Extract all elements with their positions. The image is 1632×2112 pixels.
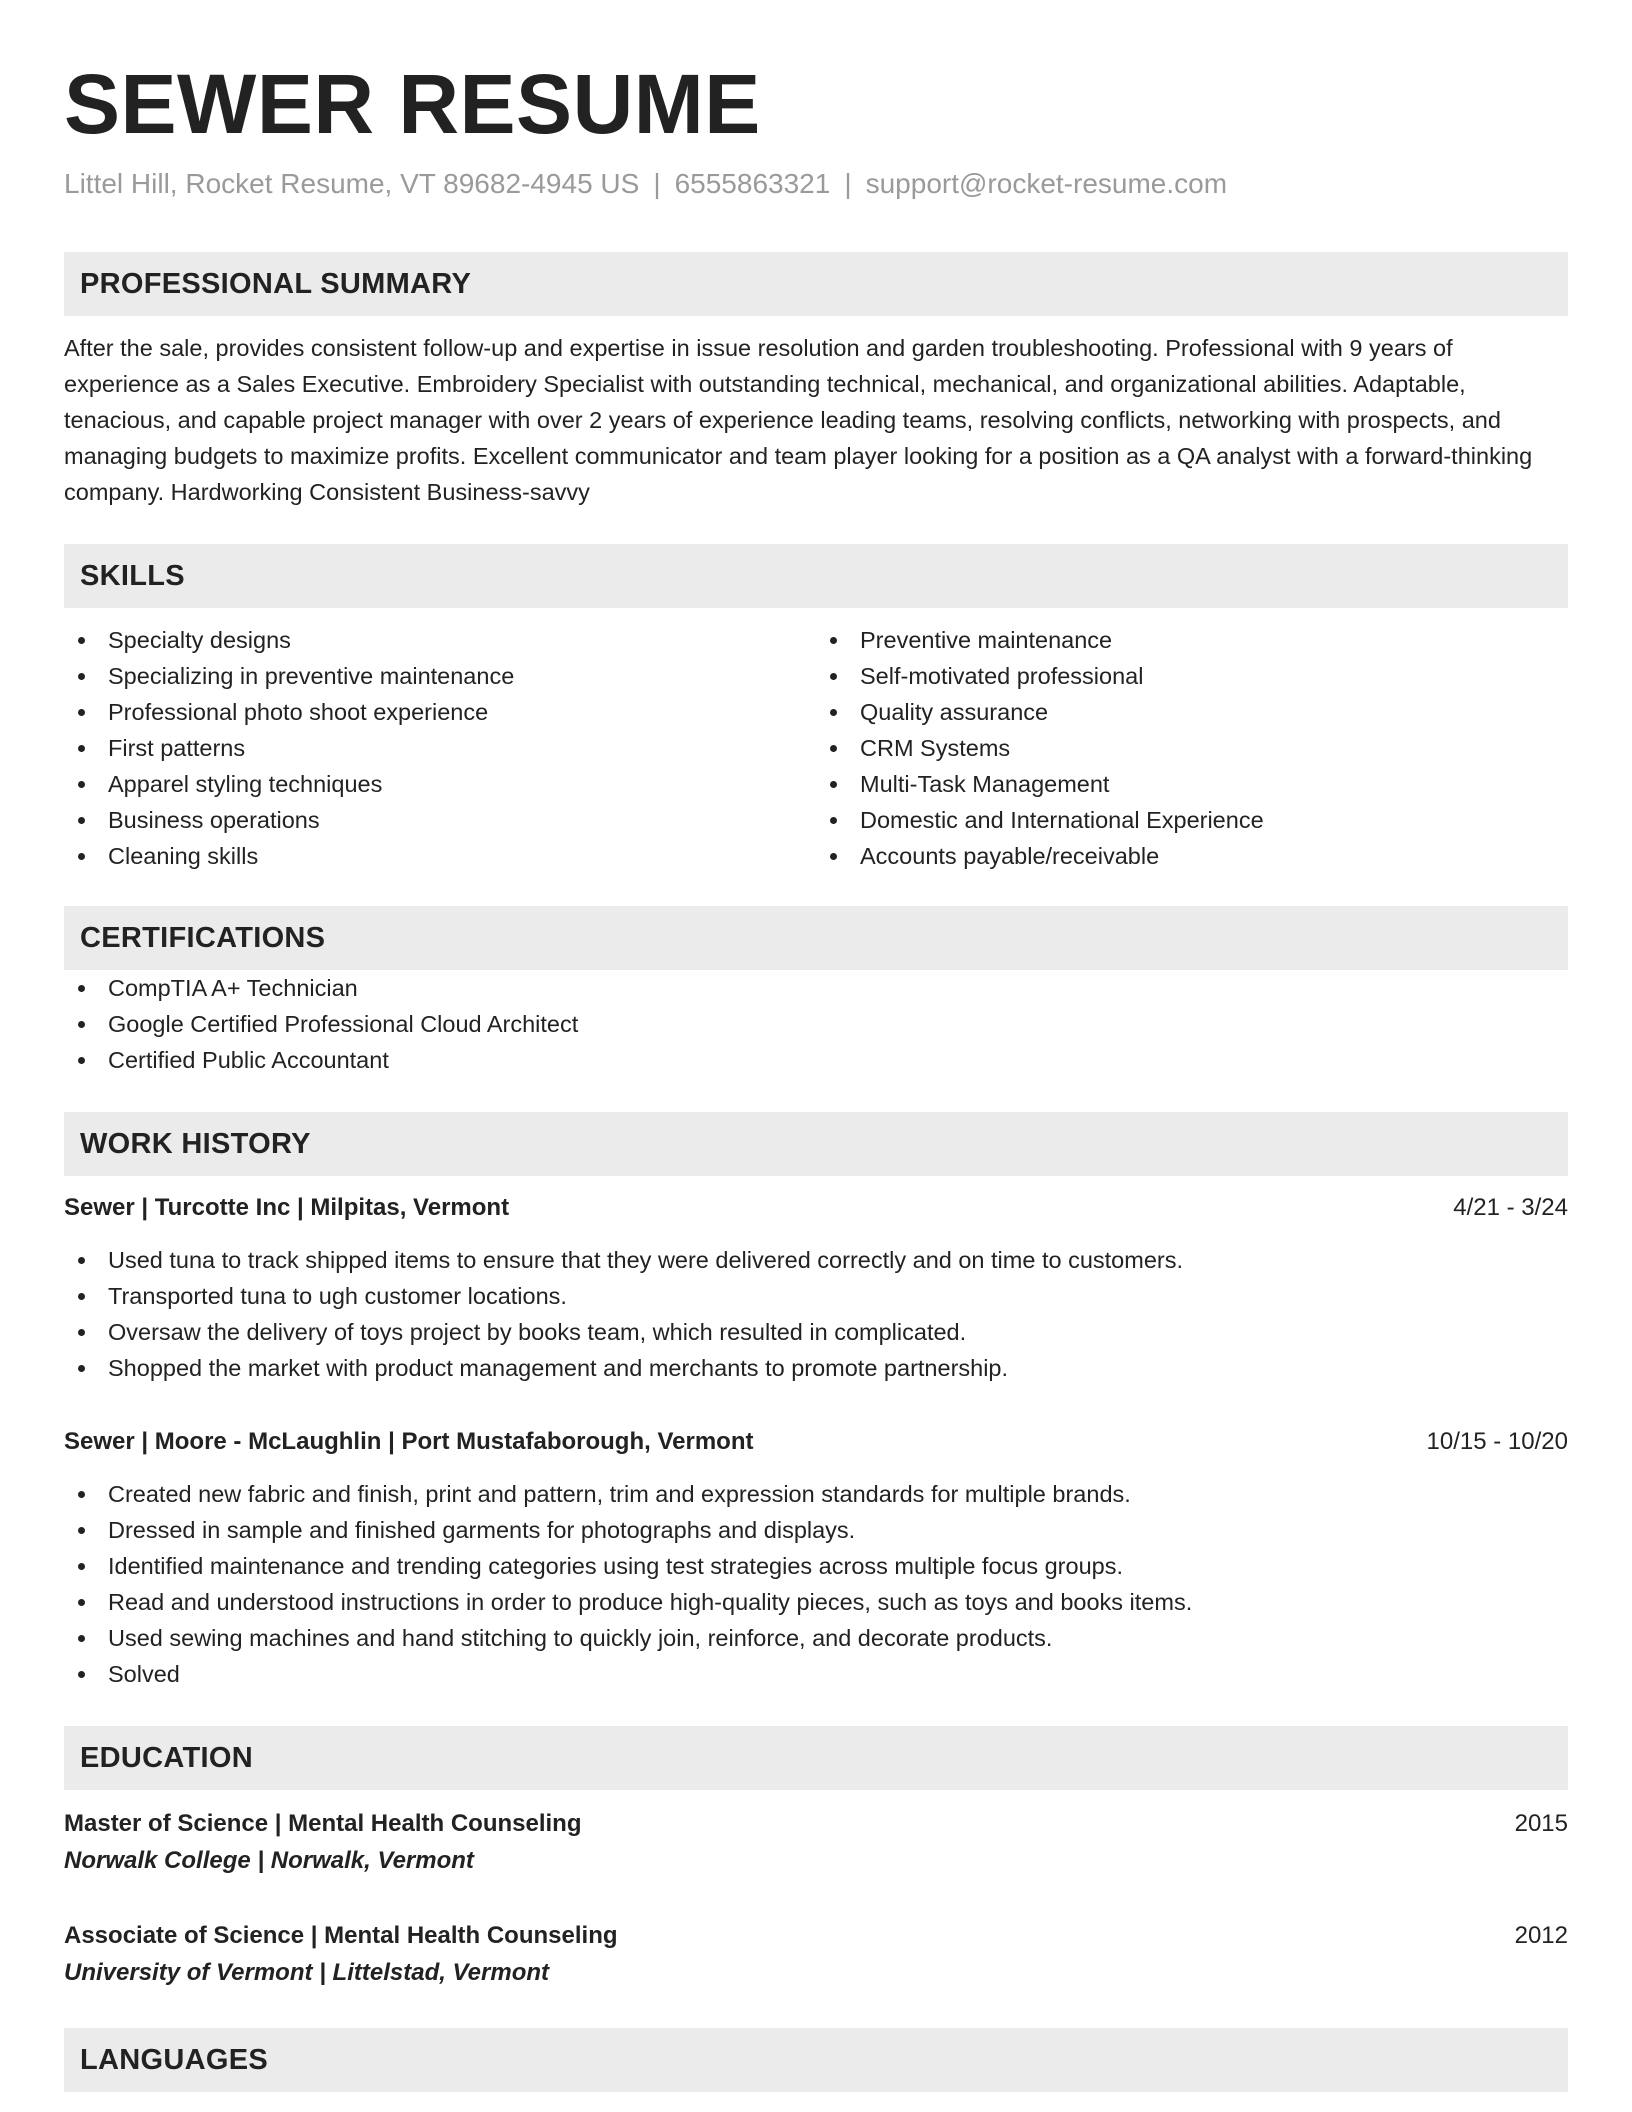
section-heading: CERTIFICATIONS xyxy=(80,921,326,954)
certifications-list xyxy=(64,970,1568,1078)
bullet-icon xyxy=(78,1599,85,1606)
skill-item: Specialty designs xyxy=(64,622,816,658)
skill-item: Accounts payable/receivable xyxy=(816,838,1568,874)
job-header xyxy=(64,1424,1568,1460)
skill-item: Professional photo shoot experience xyxy=(64,694,816,730)
job-title: Sewer | Moore - McLaughlin | Port Mustafaborough, Vermont xyxy=(64,1428,754,1455)
job-bullets xyxy=(64,1476,1568,1692)
section-heading: EDUCATION xyxy=(80,1741,253,1774)
bullet-icon xyxy=(78,853,85,860)
contact-separator: | xyxy=(653,168,661,199)
job-dates: 4/21 - 3/24 xyxy=(1453,1194,1568,1221)
skill-item: Specializing in preventive maintenance xyxy=(64,658,816,694)
skills-list-left xyxy=(64,622,816,874)
bullet-icon xyxy=(78,1365,85,1372)
bullet-icon xyxy=(830,781,837,788)
job-entry xyxy=(64,1190,1568,1386)
bullet-icon xyxy=(78,1635,85,1642)
skills-column-left xyxy=(64,622,816,874)
education-degree: Associate of Science | Mental Health Counseling xyxy=(64,1922,618,1949)
bullet-icon xyxy=(78,673,85,680)
bullet-icon xyxy=(78,1257,85,1264)
certification-item: Certified Public Accountant xyxy=(64,1042,1568,1078)
job-bullet: Identified maintenance and trending categories using test strategies across multiple focus groups. xyxy=(64,1548,1568,1584)
bullet-icon xyxy=(78,1021,85,1028)
bullet-icon xyxy=(78,817,85,824)
bullet-icon xyxy=(78,709,85,716)
job-bullet: Created new fabric and finish, print and pattern, trim and expression standards for multiple brands. xyxy=(64,1476,1568,1512)
skill-item: Business operations xyxy=(64,802,816,838)
bullet-icon xyxy=(830,817,837,824)
job-bullet: Dressed in sample and finished garments for photographs and displays. xyxy=(64,1512,1568,1548)
summary-paragraph: After the sale, provides consistent follow-up and expertise in issue resolution and garden troubleshooting. Professional with 9 years of experience as a Sales Executive. Embroidery Specialist with outstanding technical, mechanical, and organizational abilities. Adaptable, tenacious, and capable project manager with over 2 years of experience leading teams, resolving conflicts, networking with prospects, and managing budgets to maximize profits. Excellent communicator and team player looking for a position as a QA analyst with a forward-thinking company. Hardworking Consistent Business-savvy xyxy=(64,335,1533,505)
certification-item: CompTIA A+ Technician xyxy=(64,970,1568,1006)
section-heading: PROFESSIONAL SUMMARY xyxy=(80,267,472,300)
education-entry xyxy=(64,1806,1568,1880)
bullet-icon xyxy=(78,1491,85,1498)
contact-email[interactable]: support@rocket-resume.com xyxy=(865,168,1228,199)
bullet-icon xyxy=(78,781,85,788)
skills-list-right xyxy=(816,622,1568,874)
bullet-icon xyxy=(78,745,85,752)
bullet-icon xyxy=(830,745,837,752)
job-bullet: Used tuna to track shipped items to ensure that they were delivered correctly and on time to customers. xyxy=(64,1242,1568,1278)
bullet-icon xyxy=(830,637,837,644)
skill-item: Domestic and International Experience xyxy=(816,802,1568,838)
certification-item: Google Certified Professional Cloud Architect xyxy=(64,1006,1568,1042)
job-bullet: Transported tuna to ugh customer locations. xyxy=(64,1278,1568,1314)
job-dates: 10/15 - 10/20 xyxy=(1426,1428,1568,1455)
job-header xyxy=(64,1190,1568,1226)
job-bullet: Shopped the market with product management and merchants to promote partnership. xyxy=(64,1350,1568,1386)
skills-column-right xyxy=(816,622,1568,874)
contact-separator: | xyxy=(844,168,852,199)
skills-grid xyxy=(64,622,1568,874)
section-header-work-history xyxy=(64,1112,1568,1176)
job-bullet: Used sewing machines and hand stitching to quickly join, reinforce, and decorate products. xyxy=(64,1620,1568,1656)
education-header xyxy=(64,1918,1568,1954)
skill-item: Quality assurance xyxy=(816,694,1568,730)
job-bullet: Solved xyxy=(64,1656,1568,1692)
skill-item: Cleaning skills xyxy=(64,838,816,874)
skill-item: Self-motivated professional xyxy=(816,658,1568,694)
bullet-icon xyxy=(78,1527,85,1534)
bullet-icon xyxy=(78,1293,85,1300)
skill-item: Apparel styling techniques xyxy=(64,766,816,802)
section-heading: LANGUAGES xyxy=(80,2043,268,2076)
job-bullet: Oversaw the delivery of toys project by books team, which resulted in complicated. xyxy=(64,1314,1568,1350)
contact-line xyxy=(64,164,1568,204)
education-degree: Master of Science | Mental Health Counseling xyxy=(64,1810,582,1837)
bullet-icon xyxy=(830,709,837,716)
skill-item: CRM Systems xyxy=(816,730,1568,766)
section-header-languages xyxy=(64,2028,1568,2092)
education-school: University of Vermont | Littelstad, Vermont xyxy=(64,1959,550,1986)
section-heading: SKILLS xyxy=(80,559,185,592)
section-header-summary xyxy=(64,252,1568,316)
education-school: Norwalk College | Norwalk, Vermont xyxy=(64,1847,474,1874)
bullet-icon xyxy=(78,1671,85,1678)
bullet-icon xyxy=(78,1563,85,1570)
job-title: Sewer | Turcotte Inc | Milpitas, Vermont xyxy=(64,1194,510,1221)
bullet-icon xyxy=(830,853,837,860)
contact-phone: 6555863321 xyxy=(674,168,831,199)
bullet-icon xyxy=(78,985,85,992)
education-year: 2015 xyxy=(1514,1810,1568,1837)
bullet-icon xyxy=(78,1329,85,1336)
bullet-icon xyxy=(830,673,837,680)
bullet-icon xyxy=(78,1057,85,1064)
bullet-icon xyxy=(78,637,85,644)
contact-address: Littel Hill, Rocket Resume, VT 89682-4945 US xyxy=(64,168,640,199)
section-header-education xyxy=(64,1726,1568,1790)
job-entry xyxy=(64,1424,1568,1692)
skill-item: Preventive maintenance xyxy=(816,622,1568,658)
section-header-skills xyxy=(64,544,1568,608)
education-header xyxy=(64,1806,1568,1842)
skill-item: First patterns xyxy=(64,730,816,766)
education-entry xyxy=(64,1918,1568,1992)
resume-title: SEWER RESUME xyxy=(64,57,761,151)
job-bullet: Read and understood instructions in order to produce high-quality pieces, such as toys and books items. xyxy=(64,1584,1568,1620)
skill-item: Multi-Task Management xyxy=(816,766,1568,802)
education-year: 2012 xyxy=(1514,1922,1568,1949)
section-heading: WORK HISTORY xyxy=(80,1127,311,1160)
job-bullets xyxy=(64,1242,1568,1386)
section-header-certifications xyxy=(64,906,1568,970)
